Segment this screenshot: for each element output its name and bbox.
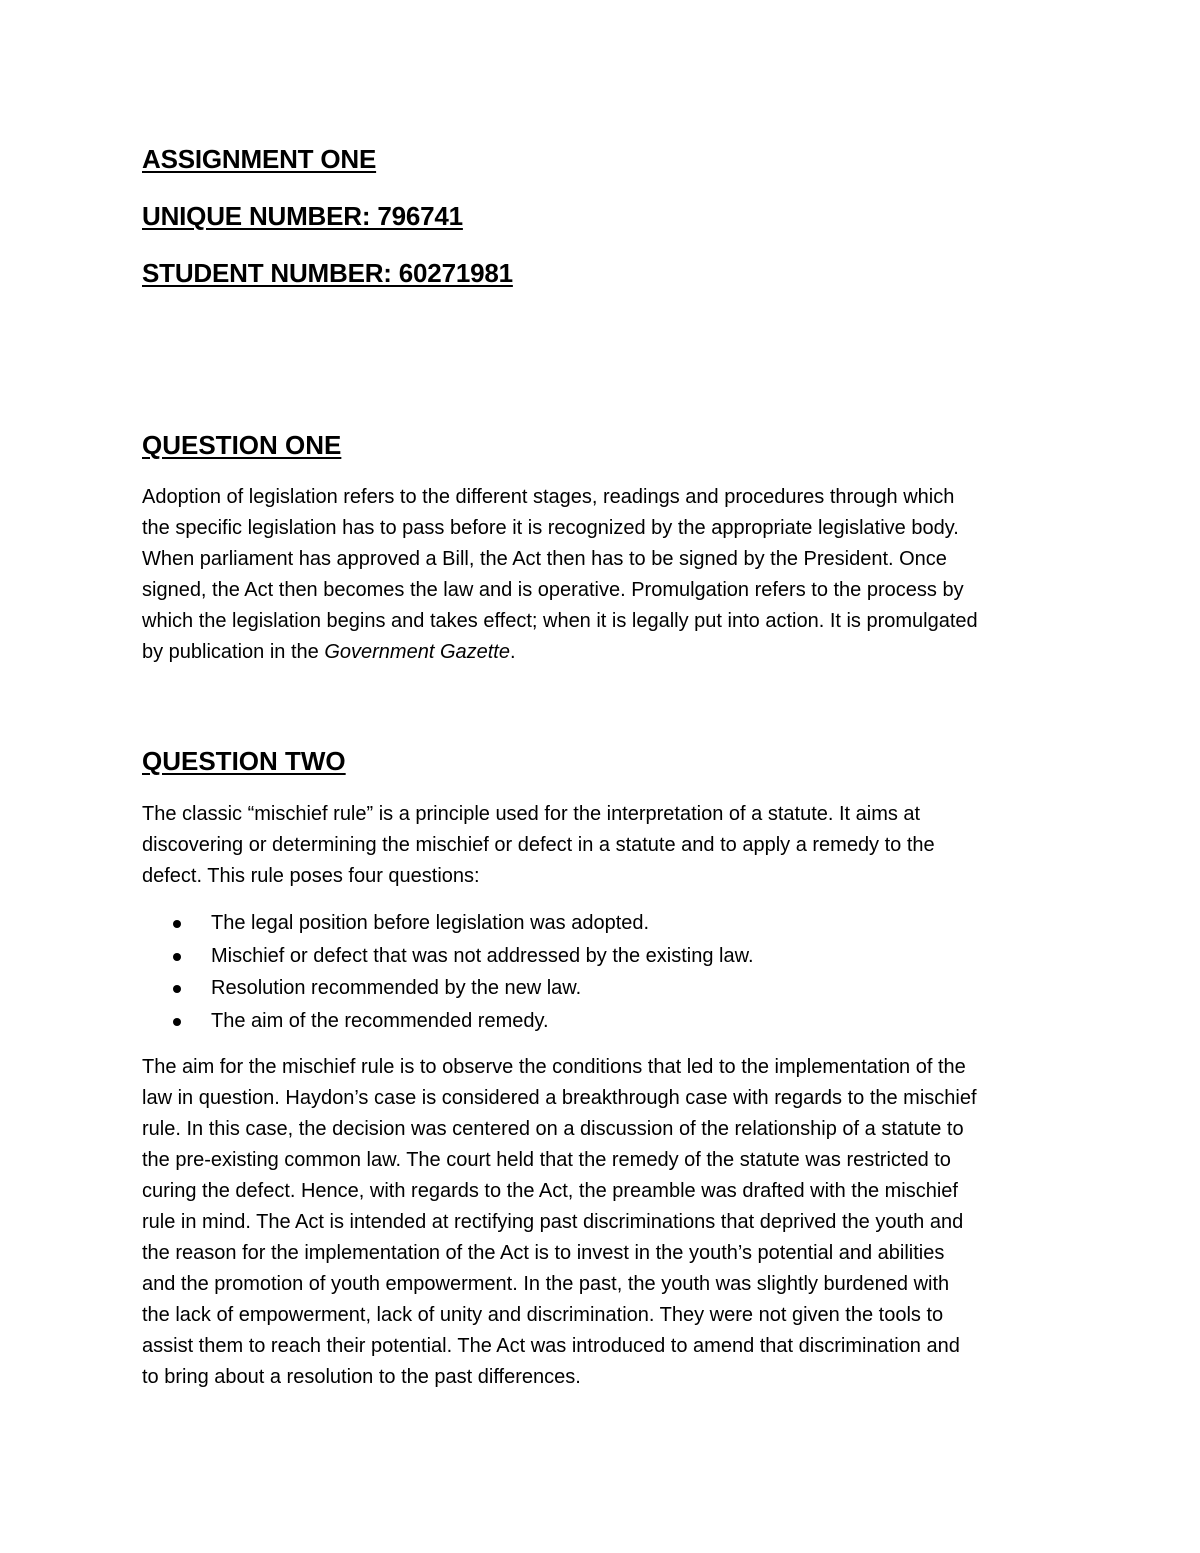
list-item-text: Resolution recommended by the new law.	[211, 977, 582, 999]
list-item	[142, 907, 1057, 940]
list-item-text: Mischief or defect that was not addressed by the existing law.	[211, 944, 754, 967]
text-line: Adoption of legislation refers to the different stages, readings and procedures through which	[142, 486, 955, 508]
text-line: which the legislation begins and takes effect; when it is legally put into action. It is promulgated	[142, 610, 978, 632]
text-line: the lack of empowerment, lack of unity and discrimination. They were not given the tools to	[142, 1304, 944, 1326]
text-line: rule in mind. The Act is intended at rectifying past discriminations that deprived the youth and	[142, 1211, 964, 1233]
text-line: the pre-existing common law. The court held that the remedy of the statute was restricted to	[142, 1149, 951, 1171]
text-fragment: by publication in the	[142, 641, 325, 663]
text-line: rule. In this case, the decision was centered on a discussion of the relationship of a statute to	[142, 1118, 964, 1140]
bullet-icon	[173, 920, 181, 928]
question-one-heading: QUESTION ONE	[142, 430, 342, 460]
text-line	[142, 637, 1057, 668]
text-line: curing the defect. Hence, with regards to the Act, the preamble was drafted with the mischief	[142, 1180, 958, 1202]
bullet-icon	[173, 1018, 181, 1026]
gazette-title: Government Gazette	[324, 641, 510, 663]
bullet-icon	[173, 985, 181, 993]
text-line: the specific legislation has to pass before it is recognized by the appropriate legislative body.	[142, 517, 959, 539]
text-line: law in question. Haydon’s case is considered a breakthrough case with regards to the mischief	[142, 1087, 977, 1109]
text-line: the reason for the implementation of the Act is to invest in the youth’s potential and abilities	[142, 1242, 945, 1264]
text-line: The classic “mischief rule” is a principle used for the interpretation of a statute. It aims at	[142, 803, 921, 825]
text-line: defect. This rule poses four questions:	[142, 865, 480, 887]
list-item	[142, 1005, 1057, 1038]
text-line: to bring about a resolution to the past differences.	[142, 1366, 581, 1388]
question-two-body	[142, 1052, 1057, 1393]
question-two-intro	[142, 799, 1057, 892]
list-item-text: The legal position before legislation was adopted.	[211, 912, 650, 934]
list-item-text: The aim of the recommended remedy.	[211, 1009, 549, 1032]
text-line: assist them to reach their potential. The Act was introduced to amend that discrimination and	[142, 1335, 960, 1357]
text-line: When parliament has approved a Bill, the Act then has to be signed by the President. Once	[142, 548, 947, 570]
text-line: signed, the Act then becomes the law and is operative. Promulgation refers to the process by	[142, 579, 964, 601]
text-line: and the promotion of youth empowerment. In the past, the youth was slightly burdened with	[142, 1273, 950, 1295]
bullet-icon	[173, 953, 181, 961]
assignment-title: ASSIGNMENT ONE	[142, 144, 377, 174]
unique-number: UNIQUE NUMBER: 796741	[142, 201, 463, 231]
text-line: The aim for the mischief rule is to observe the conditions that led to the implementation of the	[142, 1056, 966, 1078]
text-line: discovering or determining the mischief or defect in a statute and to apply a remedy to the	[142, 834, 935, 856]
student-number: STUDENT NUMBER: 60271981	[142, 258, 513, 288]
text-fragment: .	[510, 641, 516, 663]
question-two-heading: QUESTION TWO	[142, 746, 346, 776]
list-item	[142, 940, 1057, 973]
mischief-questions-list	[142, 907, 1057, 1037]
document-page	[142, 0, 1057, 1553]
list-item	[142, 972, 1057, 1005]
question-one-answer	[142, 482, 1057, 668]
